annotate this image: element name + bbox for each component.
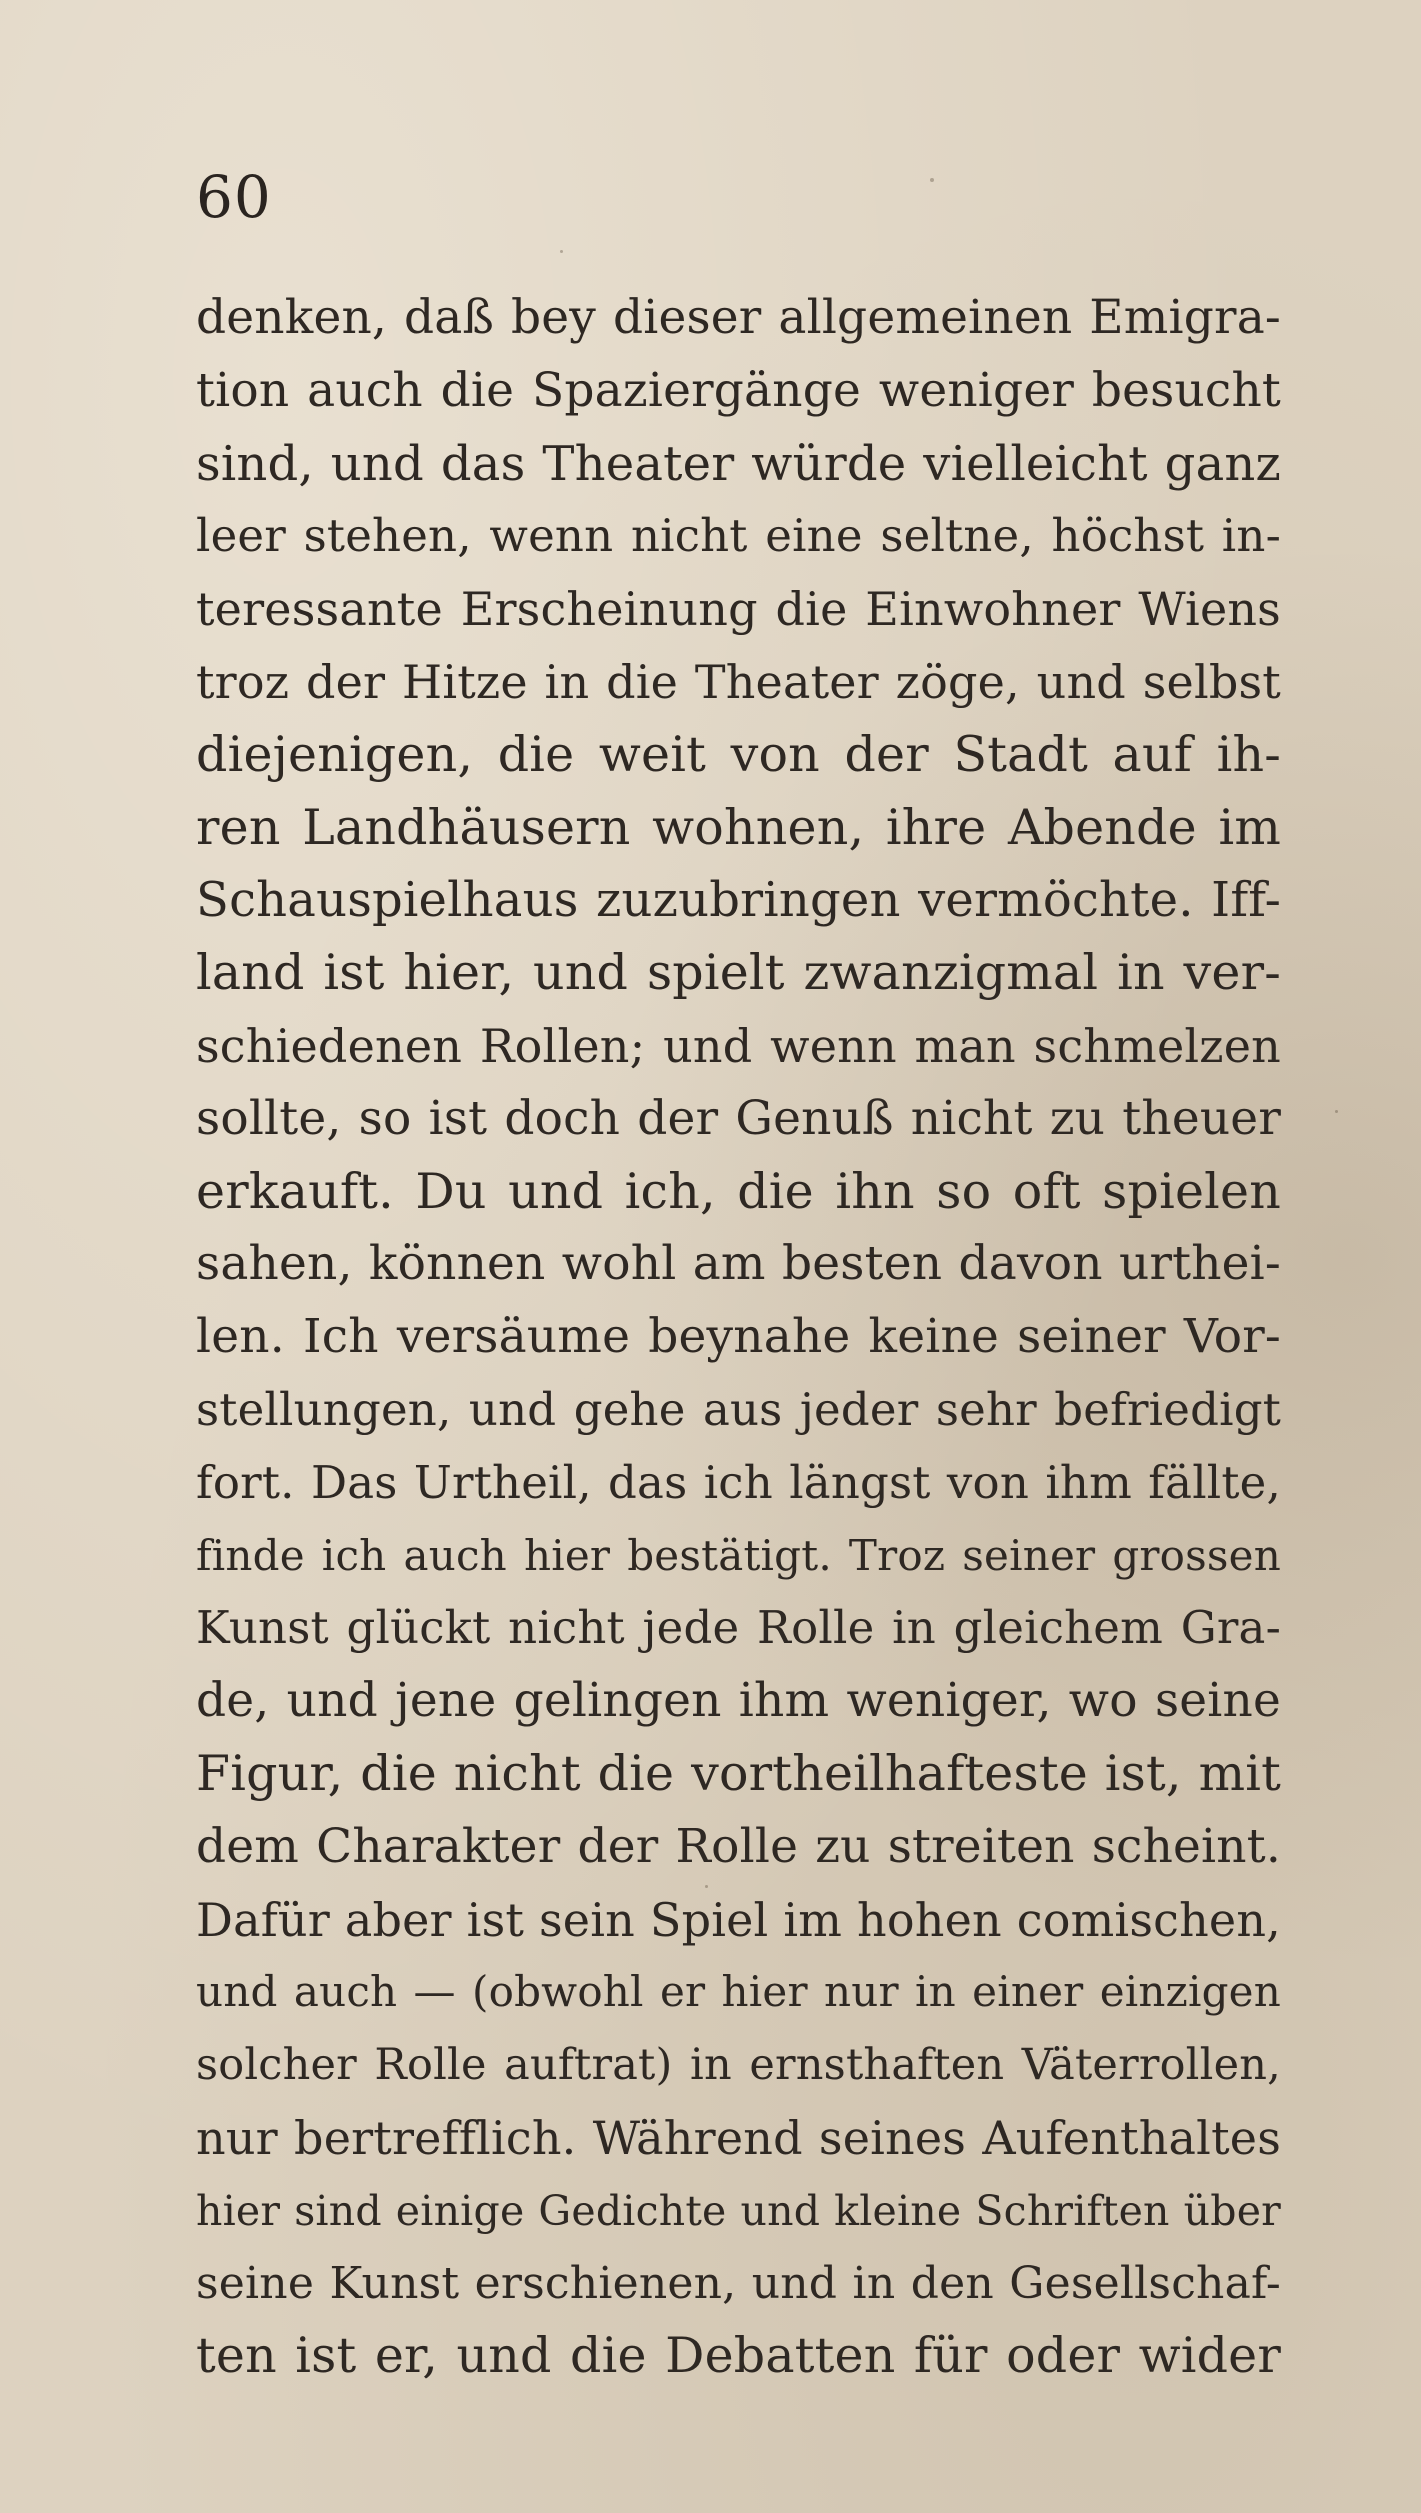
text-line: und auch — (obwohl er hier nur in einer einzigen: [196, 1967, 1281, 2017]
paper-speck: [1335, 1110, 1338, 1113]
text-line: troz der Hitze in die Theater zöge, und selbst: [196, 654, 1281, 709]
text-line: erkauft. Du und ich, die ihn so oft spielen: [196, 1162, 1281, 1220]
text-line: Figur, die nicht die vortheilhafteste ist, mit: [196, 1744, 1281, 1802]
text-line: finde ich auch hier bestätigt. Troz seiner grossen: [196, 1530, 1281, 1580]
text-line: schiedenen Rollen; und wenn man schmelzen: [196, 1018, 1281, 1073]
text-line: de, und jene gelingen ihm weniger, wo seine: [196, 1673, 1281, 1729]
page-number: 60: [196, 163, 272, 231]
text-line: denken, daß bey dieser allgemeinen Emigra-: [196, 290, 1281, 345]
text-line: Schauspielhaus zuzubringen vermöchte. Iff-: [196, 872, 1281, 929]
text-line: leer stehen, wenn nicht eine seltne, höchst in-: [196, 509, 1281, 563]
text-line: ten ist er, und die Debatten für oder wider: [196, 2327, 1281, 2385]
text-line: sollte, so ist doch der Genuß nicht zu theuer: [196, 1090, 1281, 1146]
text-line: tion auch die Spaziergänge weniger besucht: [196, 362, 1281, 418]
body-text: [196, 282, 1281, 2393]
text-line: Kunst glückt nicht jede Rolle in gleichem Gra-: [196, 1601, 1281, 1655]
text-line: Dafür aber ist sein Spiel im hohen comischen,: [196, 1892, 1281, 1947]
text-line: seine Kunst erschienen, und in den Gesellschaf-: [196, 2257, 1281, 2309]
text-line: solcher Rolle auftrat) in ernsthaften Väterrollen,: [196, 2040, 1281, 2091]
text-line: teressante Erscheinung die Einwohner Wiens: [196, 582, 1281, 637]
text-line: dem Charakter der Rolle zu streiten scheint.: [196, 1818, 1281, 1874]
paper-speck: [930, 178, 934, 182]
text-line: land ist hier, und spielt zwanzigmal in ver-: [196, 944, 1281, 1002]
text-line: diejenigen, die weit von der Stadt auf ih-: [196, 725, 1281, 783]
paper-speck: [705, 1885, 708, 1888]
text-line: sahen, können wohl am besten davon urthei-: [196, 1236, 1281, 1292]
text-line: nur bertrefflich. Während seines Aufenthaltes: [196, 2110, 1281, 2165]
text-line: ren Landhäusern wohnen, ihre Abende im: [196, 798, 1281, 856]
text-line: stellungen, und gehe aus jeder sehr befriedigt: [196, 1382, 1281, 1436]
text-line: fort. Das Urtheil, das ich längst von ihm fällte,: [196, 1455, 1281, 1509]
text-line: len. Ich versäume beynahe keine seiner Vor-: [196, 1309, 1281, 1365]
text-line: sind, und das Theater würde vielleicht ganz: [196, 435, 1281, 492]
paper-speck: [560, 250, 563, 253]
text-line: hier sind einige Gedichte und kleine Schriften über: [196, 2186, 1281, 2235]
